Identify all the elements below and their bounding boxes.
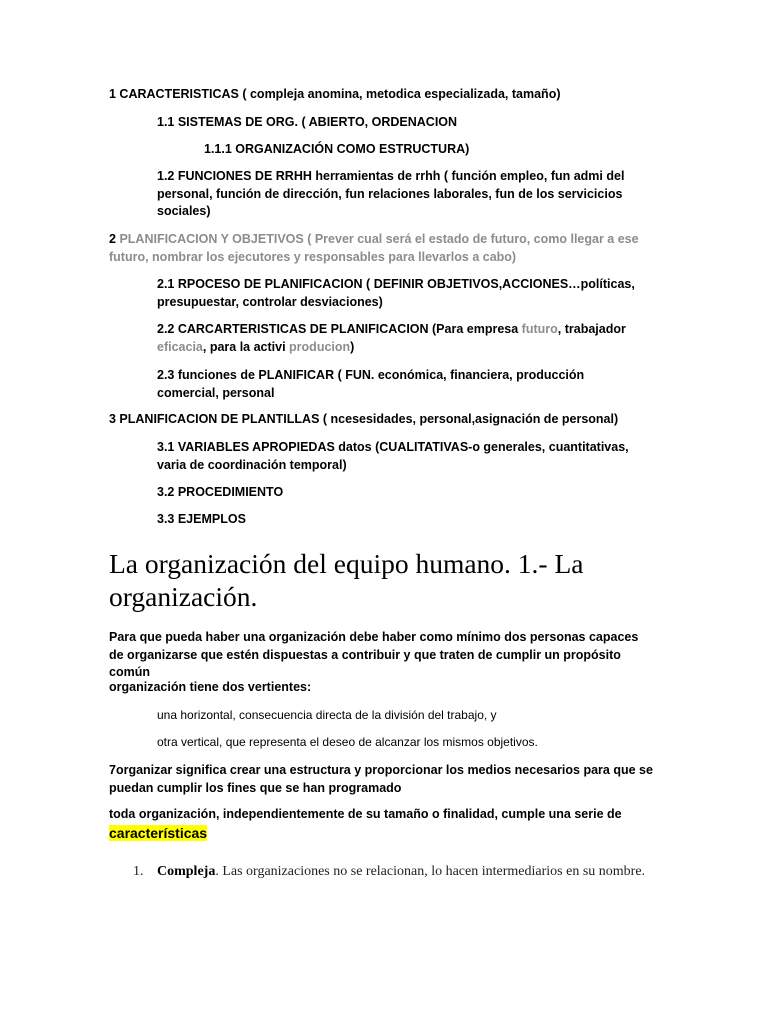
outline-item-2-number: 2 [109,232,116,246]
outline-item-2-3: 2.3 funciones de PLANIFICAR ( FUN. económica, financiera, producción comercial, personal [157,368,585,400]
highlighted-word [109,825,207,844]
outline-item-3-1-part-a: 3.1 VARIABLES APROPIEDAS datos [157,440,376,454]
outline-item-2-1: 2.1 RPOCESO DE PLANIFICACION ( DEFINIR OBJETIVOS,ACCIONES…políticas, presupuestar, controlar desviaciones) [157,277,635,309]
outline-item-2-2-part-a: 2.2 CARCARTERISTICAS DE PLANIFICACION (Para empresa [157,322,522,336]
outline-item-3-2: 3.2 PROCEDIMIENTO [157,485,284,499]
outline-item-2-2-part-d: ) [350,339,355,354]
vertiente-horizontal: una horizontal, consecuencia directa de la división del trabajo, y [157,708,497,722]
list-text: . Las organizaciones no se relacionan, lo hacen intermediarios en su nombre. [215,864,646,879]
outline-item-3-1-part-b: (CUALITATIVAS-o generales, cuantitativas, varia de coordinación temporal) [157,440,629,472]
body-paragraph-3: 7organizar significa crear una estructura y proporcionar los medios necesarios para que se puedan cumplir los fines que se han programado [109,763,653,795]
outline-item-3-3: 3.3 EJEMPLOS [157,512,246,526]
word-futuro: futuro [521,322,558,336]
body-paragraph-2: organización tiene dos vertientes: [109,680,312,694]
outline-item-1-1-1: 1.1.1 ORGANIZACIÓN COMO ESTRUCTURA) [204,142,470,156]
body-paragraph-1: Para que pueda haber una organización debe haber como mínimo dos personas capaces de organizarse que estén dispuestas a contribuir y que traten de cumplir un propósito común [109,630,639,679]
outline-item-2-2-part-c: , para la activi [202,339,290,354]
list-number: 1. [133,864,144,879]
outline-item-3-1 [157,439,657,474]
vertiente-vertical: otra vertical, que representa el deseo de alcanzar los mismos objetivos. [157,735,538,749]
word-eficacia: eficacia [157,339,203,354]
outline-item-1-1: 1.1 SISTEMAS DE ORG. ( ABIERTO, ORDENACION [157,115,458,129]
list-item-content [157,862,653,881]
outline-item-1-2: 1.2 FUNCIONES DE RRHH herramientas de rrhh ( función empleo, fun admi del personal, función de dirección, fun relaciones laborales, fun de los servicicios sociales) [157,169,625,218]
section-heading: La organización del equipo humano. 1.- La organización. [109,548,584,612]
outline-item-1: 1 CARACTERISTICAS ( compleja anomina, metodica especializada, tamaño) [109,87,561,101]
list-item-1 [133,862,653,881]
outline-item-2 [109,231,654,266]
outline-item-2-text: PLANIFICACION Y OBJETIVOS ( Prever cual será el estado de futuro, como llegar a ese futuro, nombrar los ejecutores y responsables para llevarlos a cabo) [109,232,639,264]
outline-item-3: 3 PLANIFICACION DE PLANTILLAS ( ncesesidades, personal,asignación de personal) [109,412,619,426]
body-paragraph-4-a: toda organización [109,807,216,821]
body-paragraph-4-b: , independientemente de su tamaño o finalidad, cumple una serie de [215,807,622,821]
list-term: Compleja [157,864,216,879]
outline-item-2-2 [157,321,667,356]
body-paragraph-4 [109,806,649,824]
word-producion: producion [289,339,351,354]
outline-item-2-2-part-b: , trabajador [557,322,626,336]
highlight-caracteristicas: características [109,825,208,841]
